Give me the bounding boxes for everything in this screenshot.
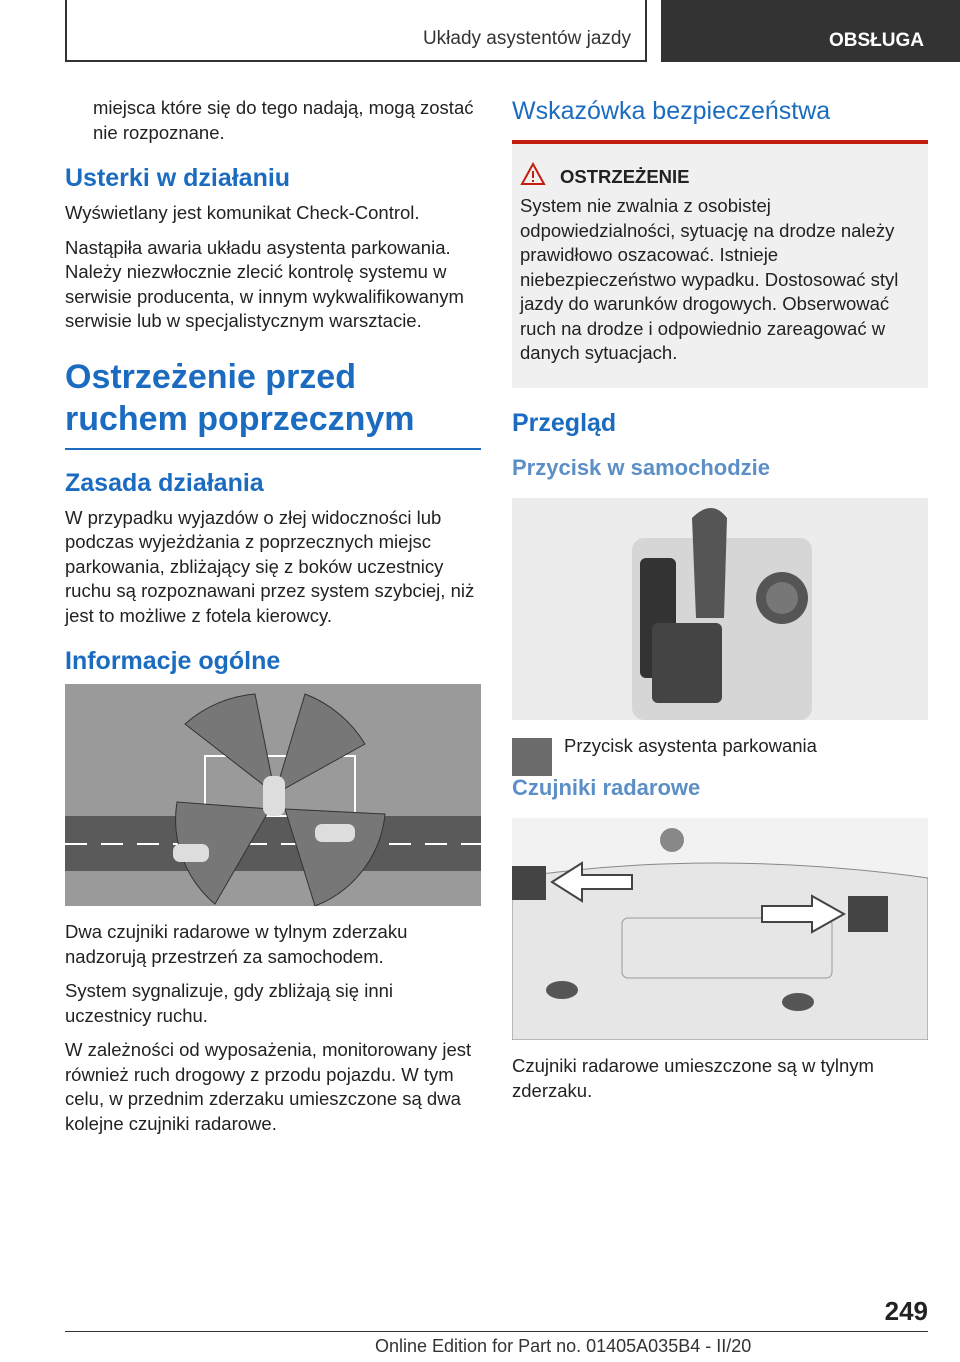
intro-text: miejsca które się do tego nadają, mogą zostać nie rozpoznane. bbox=[93, 97, 474, 143]
park-assist-caption bbox=[512, 734, 928, 759]
warning-label bbox=[560, 166, 920, 188]
button-caption: Przycisk asystenta parkowania bbox=[564, 734, 817, 756]
malfunction-heading: Usterki w działaniu bbox=[65, 164, 291, 192]
principle-text: W przypadku wyjazdów o złej widoczności lub podczas wyjeżdżania z poprzecznych miejsc parkowania, zbliżający się z boków uczestnicy ruchu są rozpoznawani przez system szybciej, niż jest to możliwe z fotela kierowcy. bbox=[65, 506, 475, 626]
footer-rule bbox=[65, 1331, 928, 1332]
edition-text: Online Edition for Part no. 01405A035B4 - II/20 bbox=[375, 1336, 752, 1356]
general-p2: System sygnalizuje, gdy zbliżają się inni uczestnicy ruchu. bbox=[65, 980, 394, 1026]
left-column bbox=[65, 96, 481, 1146]
principle-heading: Zasada działania bbox=[65, 468, 264, 497]
console-figure bbox=[512, 498, 928, 720]
header-frame bbox=[65, 0, 647, 62]
warning-box bbox=[512, 144, 928, 388]
radar-coverage-figure bbox=[65, 684, 481, 906]
radar-heading: Czujniki radarowe bbox=[512, 775, 701, 800]
bumper-illustration bbox=[512, 818, 928, 1040]
overview-heading: Przegląd bbox=[512, 408, 617, 437]
park-assist-icon bbox=[512, 738, 552, 776]
warning-text: System nie zwalnia z osobistej odpowiedzialności, sytuację na drodze należy prawidłowo oszacować. Istnieje niebezpieczeństwo wypadku. Dostosować styl jazdy do warunków drogowych. Obserwować ruch na drodze i odpowiednio zareagować w danych sytuacjach. bbox=[520, 195, 899, 363]
console-illustration bbox=[512, 498, 928, 720]
warning-label-text: OSTRZEŻENIE bbox=[560, 166, 690, 187]
button-heading: Przycisk w samochodzie bbox=[512, 454, 770, 480]
section-title: Układy asystentów jazdy bbox=[422, 28, 631, 49]
general-p1: Dwa czujniki radarowe w tylnym zderzaku nadzorują przestrzeń za samochodem. bbox=[65, 921, 408, 967]
chapter-tab[interactable]: OBSŁUGA bbox=[661, 0, 960, 62]
general-p3: W zależności od wyposażenia, monitorowany jest również ruch drogowy z przodu pojazdu. W tym celu, w przednim zderzaku umieszczone są dwa kolejne czujniki radarowe. bbox=[65, 1039, 472, 1134]
radar-caption: Czujniki radarowe umieszczone są w tylnym zderzaku. bbox=[512, 1055, 874, 1101]
radar-coverage-illustration bbox=[65, 684, 481, 906]
bumper-figure bbox=[512, 818, 928, 1040]
malfunction-p2: Nastąpiła awaria układu asystenta parkowania. Należy niezwłocznie zlecić kontrolę systemu w serwisie producenta, w innym wykwalifikowanym serwisie lub w specjalistycznym warsztacie. bbox=[65, 236, 464, 331]
right-column bbox=[512, 96, 928, 1113]
warning-triangle-icon bbox=[520, 162, 546, 186]
general-heading: Informacje ogólne bbox=[65, 647, 281, 675]
main-heading: Ostrzeżenie przed ruchem poprzecznym bbox=[65, 356, 481, 450]
malfunction-p1: Wyświetlany jest komunikat Check-Control. bbox=[65, 202, 420, 223]
page-number: 249 bbox=[884, 1296, 928, 1326]
safety-heading: Wskazówka bezpieczeństwa bbox=[512, 96, 928, 144]
